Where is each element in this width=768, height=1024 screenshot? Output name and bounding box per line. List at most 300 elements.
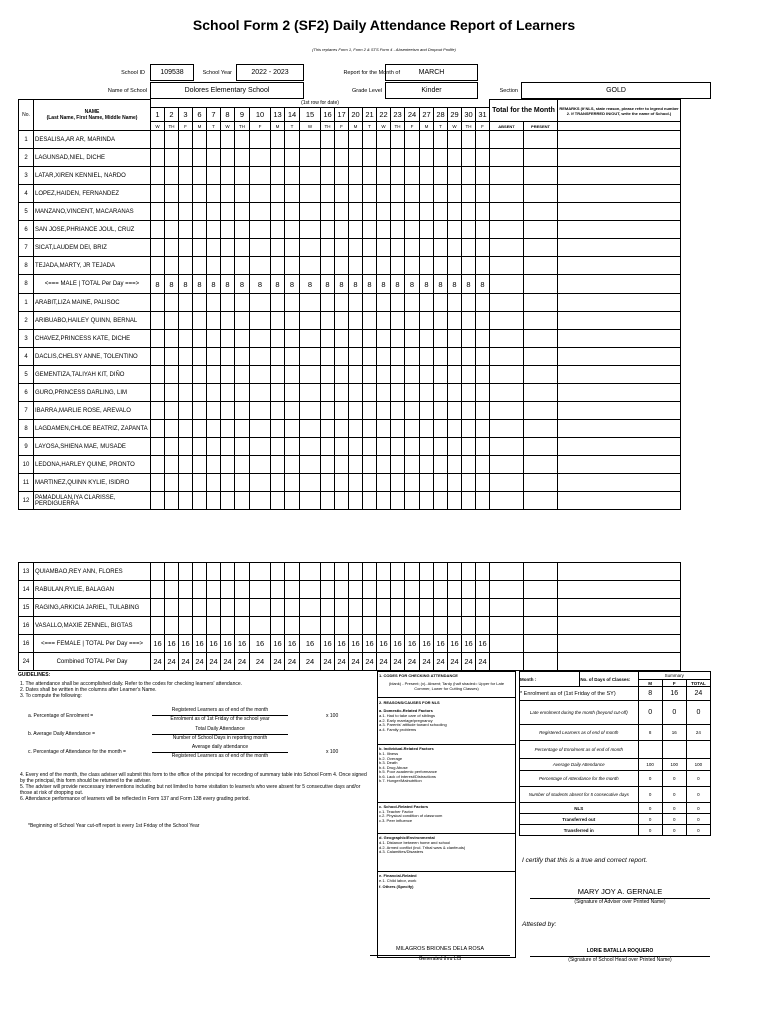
attendance-cell[interactable] (476, 420, 490, 438)
attendance-cell[interactable] (250, 185, 271, 203)
attendance-cell[interactable] (179, 312, 193, 330)
attendance-cell[interactable] (335, 203, 349, 221)
attendance-cell[interactable] (207, 185, 221, 203)
attendance-cell[interactable] (363, 563, 377, 581)
attendance-cell[interactable] (221, 474, 235, 492)
attendance-cell[interactable] (179, 348, 193, 366)
attendance-cell[interactable] (420, 221, 434, 239)
attendance-cell[interactable] (151, 402, 165, 420)
attendance-cell[interactable] (448, 581, 462, 599)
absent-total-cell[interactable] (490, 185, 524, 203)
attendance-cell[interactable] (285, 402, 300, 420)
attendance-cell[interactable] (405, 366, 420, 384)
attendance-cell[interactable] (420, 239, 434, 257)
absent-total-cell[interactable] (490, 402, 524, 420)
attendance-cell[interactable] (193, 599, 207, 617)
attendance-cell[interactable] (405, 239, 420, 257)
attendance-cell[interactable] (271, 221, 285, 239)
attendance-cell[interactable] (250, 492, 271, 510)
attendance-cell[interactable] (193, 203, 207, 221)
attendance-cell[interactable] (250, 239, 271, 257)
attendance-cell[interactable] (363, 402, 377, 420)
present-total-cell[interactable] (524, 312, 558, 330)
attendance-cell[interactable] (271, 492, 285, 510)
attendance-cell[interactable] (349, 492, 363, 510)
attendance-cell[interactable] (321, 617, 335, 635)
remarks-cell[interactable] (558, 149, 681, 167)
attendance-cell[interactable] (300, 420, 321, 438)
attendance-cell[interactable] (235, 185, 250, 203)
attendance-cell[interactable] (300, 312, 321, 330)
attendance-cell[interactable] (377, 221, 391, 239)
present-total-cell[interactable] (524, 492, 558, 510)
attendance-cell[interactable] (405, 402, 420, 420)
attendance-cell[interactable] (165, 149, 179, 167)
attendance-cell[interactable] (462, 312, 476, 330)
attendance-cell[interactable] (448, 384, 462, 402)
attendance-cell[interactable] (391, 330, 405, 348)
attendance-cell[interactable] (221, 131, 235, 149)
attendance-cell[interactable] (363, 149, 377, 167)
attendance-cell[interactable] (462, 330, 476, 348)
attendance-cell[interactable] (391, 366, 405, 384)
attendance-cell[interactable] (391, 420, 405, 438)
attendance-cell[interactable] (462, 384, 476, 402)
attendance-cell[interactable] (448, 221, 462, 239)
attendance-cell[interactable] (391, 257, 405, 275)
attendance-cell[interactable] (349, 185, 363, 203)
attendance-cell[interactable] (420, 474, 434, 492)
attendance-cell[interactable] (434, 599, 448, 617)
attendance-cell[interactable] (193, 185, 207, 203)
attendance-cell[interactable] (179, 221, 193, 239)
school-year-field[interactable]: 2022 - 2023 (236, 64, 304, 81)
attendance-cell[interactable] (377, 185, 391, 203)
attendance-cell[interactable] (321, 402, 335, 420)
attendance-cell[interactable] (420, 617, 434, 635)
attendance-cell[interactable] (165, 599, 179, 617)
attendance-cell[interactable] (363, 366, 377, 384)
attendance-cell[interactable] (179, 366, 193, 384)
attendance-cell[interactable] (462, 239, 476, 257)
attendance-cell[interactable] (434, 167, 448, 185)
attendance-cell[interactable] (462, 599, 476, 617)
remarks-cell[interactable] (558, 492, 681, 510)
section-field[interactable]: GOLD (521, 82, 711, 99)
present-total-cell[interactable] (524, 402, 558, 420)
attendance-cell[interactable] (285, 599, 300, 617)
attendance-cell[interactable] (193, 420, 207, 438)
attendance-cell[interactable] (300, 438, 321, 456)
attendance-cell[interactable] (165, 563, 179, 581)
attendance-cell[interactable] (420, 384, 434, 402)
attendance-cell[interactable] (462, 167, 476, 185)
attendance-cell[interactable] (235, 420, 250, 438)
attendance-cell[interactable] (300, 131, 321, 149)
present-total-cell[interactable] (524, 420, 558, 438)
attendance-cell[interactable] (165, 617, 179, 635)
attendance-cell[interactable] (221, 599, 235, 617)
attendance-cell[interactable] (235, 239, 250, 257)
attendance-cell[interactable] (285, 348, 300, 366)
attendance-cell[interactable] (221, 348, 235, 366)
attendance-cell[interactable] (221, 420, 235, 438)
attendance-cell[interactable] (448, 294, 462, 312)
attendance-cell[interactable] (335, 402, 349, 420)
attendance-cell[interactable] (271, 563, 285, 581)
attendance-cell[interactable] (363, 203, 377, 221)
attendance-cell[interactable] (434, 185, 448, 203)
attendance-cell[interactable] (448, 131, 462, 149)
attendance-cell[interactable] (151, 149, 165, 167)
attendance-cell[interactable] (377, 617, 391, 635)
attendance-cell[interactable] (271, 239, 285, 257)
attendance-cell[interactable] (476, 312, 490, 330)
attendance-cell[interactable] (405, 294, 420, 312)
absent-total-cell[interactable] (490, 563, 524, 581)
attendance-cell[interactable] (165, 366, 179, 384)
absent-total-cell[interactable] (490, 474, 524, 492)
attendance-cell[interactable] (151, 239, 165, 257)
attendance-cell[interactable] (179, 581, 193, 599)
attendance-cell[interactable] (221, 384, 235, 402)
attendance-cell[interactable] (391, 131, 405, 149)
attendance-cell[interactable] (221, 330, 235, 348)
attendance-cell[interactable] (207, 239, 221, 257)
attendance-cell[interactable] (434, 402, 448, 420)
attendance-cell[interactable] (434, 348, 448, 366)
attendance-cell[interactable] (221, 617, 235, 635)
attendance-cell[interactable] (476, 185, 490, 203)
attendance-cell[interactable] (405, 348, 420, 366)
attendance-cell[interactable] (151, 294, 165, 312)
attendance-cell[interactable] (363, 185, 377, 203)
attendance-cell[interactable] (363, 167, 377, 185)
present-total-cell[interactable] (524, 617, 558, 635)
attendance-cell[interactable] (420, 312, 434, 330)
attendance-cell[interactable] (221, 203, 235, 221)
attendance-cell[interactable] (476, 599, 490, 617)
attendance-cell[interactable] (151, 131, 165, 149)
attendance-cell[interactable] (207, 420, 221, 438)
attendance-cell[interactable] (250, 348, 271, 366)
attendance-cell[interactable] (476, 167, 490, 185)
attendance-cell[interactable] (434, 330, 448, 348)
attendance-cell[interactable] (179, 474, 193, 492)
attendance-cell[interactable] (235, 384, 250, 402)
present-total-cell[interactable] (524, 185, 558, 203)
attendance-cell[interactable] (349, 563, 363, 581)
attendance-cell[interactable] (405, 474, 420, 492)
attendance-cell[interactable] (235, 167, 250, 185)
attendance-cell[interactable] (462, 438, 476, 456)
attendance-cell[interactable] (391, 312, 405, 330)
attendance-cell[interactable] (151, 366, 165, 384)
attendance-cell[interactable] (271, 474, 285, 492)
attendance-cell[interactable] (434, 438, 448, 456)
attendance-cell[interactable] (285, 167, 300, 185)
attendance-cell[interactable] (207, 294, 221, 312)
attendance-cell[interactable] (179, 239, 193, 257)
attendance-cell[interactable] (165, 239, 179, 257)
attendance-cell[interactable] (462, 474, 476, 492)
attendance-cell[interactable] (391, 617, 405, 635)
attendance-cell[interactable] (434, 131, 448, 149)
attendance-cell[interactable] (335, 185, 349, 203)
attendance-cell[interactable] (462, 131, 476, 149)
attendance-cell[interactable] (420, 456, 434, 474)
attendance-cell[interactable] (165, 330, 179, 348)
attendance-cell[interactable] (335, 492, 349, 510)
attendance-cell[interactable] (321, 312, 335, 330)
attendance-cell[interactable] (207, 257, 221, 275)
attendance-cell[interactable] (207, 402, 221, 420)
attendance-cell[interactable] (420, 294, 434, 312)
attendance-cell[interactable] (235, 581, 250, 599)
attendance-cell[interactable] (420, 402, 434, 420)
attendance-cell[interactable] (420, 149, 434, 167)
attendance-cell[interactable] (321, 330, 335, 348)
attendance-cell[interactable] (165, 581, 179, 599)
attendance-cell[interactable] (285, 563, 300, 581)
attendance-cell[interactable] (462, 348, 476, 366)
attendance-cell[interactable] (462, 402, 476, 420)
attendance-cell[interactable] (391, 294, 405, 312)
remarks-cell[interactable] (558, 402, 681, 420)
attendance-cell[interactable] (321, 438, 335, 456)
attendance-cell[interactable] (335, 599, 349, 617)
attendance-cell[interactable] (235, 330, 250, 348)
attendance-cell[interactable] (235, 599, 250, 617)
attendance-cell[interactable] (221, 185, 235, 203)
grade-level-field[interactable]: Kinder (385, 82, 478, 99)
attendance-cell[interactable] (165, 474, 179, 492)
attendance-cell[interactable] (377, 330, 391, 348)
attendance-cell[interactable] (476, 438, 490, 456)
attendance-cell[interactable] (271, 167, 285, 185)
attendance-cell[interactable] (349, 581, 363, 599)
attendance-cell[interactable] (377, 474, 391, 492)
attendance-cell[interactable] (363, 330, 377, 348)
attendance-cell[interactable] (193, 330, 207, 348)
attendance-cell[interactable] (300, 203, 321, 221)
attendance-cell[interactable] (420, 599, 434, 617)
attendance-cell[interactable] (462, 221, 476, 239)
attendance-cell[interactable] (405, 617, 420, 635)
attendance-cell[interactable] (250, 257, 271, 275)
attendance-cell[interactable] (321, 474, 335, 492)
attendance-cell[interactable] (165, 221, 179, 239)
report-month-field[interactable]: MARCH (385, 64, 478, 81)
attendance-cell[interactable] (377, 402, 391, 420)
attendance-cell[interactable] (405, 492, 420, 510)
attendance-cell[interactable] (221, 402, 235, 420)
attendance-cell[interactable] (235, 492, 250, 510)
attendance-cell[interactable] (349, 617, 363, 635)
attendance-cell[interactable] (321, 257, 335, 275)
attendance-cell[interactable] (321, 492, 335, 510)
attendance-cell[interactable] (179, 167, 193, 185)
attendance-cell[interactable] (165, 438, 179, 456)
attendance-cell[interactable] (448, 167, 462, 185)
attendance-cell[interactable] (448, 456, 462, 474)
attendance-cell[interactable] (271, 203, 285, 221)
attendance-cell[interactable] (377, 492, 391, 510)
present-total-cell[interactable] (524, 149, 558, 167)
attendance-cell[interactable] (221, 366, 235, 384)
attendance-cell[interactable] (462, 366, 476, 384)
attendance-cell[interactable] (207, 203, 221, 221)
present-total-cell[interactable] (524, 599, 558, 617)
attendance-cell[interactable] (285, 420, 300, 438)
attendance-cell[interactable] (285, 149, 300, 167)
attendance-cell[interactable] (179, 203, 193, 221)
attendance-cell[interactable] (179, 617, 193, 635)
attendance-cell[interactable] (434, 203, 448, 221)
attendance-cell[interactable] (349, 402, 363, 420)
attendance-cell[interactable] (235, 438, 250, 456)
attendance-cell[interactable] (193, 581, 207, 599)
attendance-cell[interactable] (391, 456, 405, 474)
attendance-cell[interactable] (405, 599, 420, 617)
attendance-cell[interactable] (207, 599, 221, 617)
attendance-cell[interactable] (151, 312, 165, 330)
absent-total-cell[interactable] (490, 581, 524, 599)
attendance-cell[interactable] (250, 599, 271, 617)
attendance-cell[interactable] (151, 330, 165, 348)
attendance-cell[interactable] (377, 149, 391, 167)
attendance-cell[interactable] (448, 312, 462, 330)
attendance-cell[interactable] (207, 617, 221, 635)
absent-total-cell[interactable] (490, 617, 524, 635)
attendance-cell[interactable] (405, 221, 420, 239)
attendance-cell[interactable] (363, 456, 377, 474)
attendance-cell[interactable] (250, 221, 271, 239)
attendance-cell[interactable] (235, 312, 250, 330)
attendance-cell[interactable] (151, 185, 165, 203)
attendance-cell[interactable] (250, 402, 271, 420)
attendance-cell[interactable] (235, 149, 250, 167)
attendance-cell[interactable] (476, 203, 490, 221)
attendance-cell[interactable] (335, 366, 349, 384)
attendance-cell[interactable] (151, 167, 165, 185)
absent-total-cell[interactable] (490, 366, 524, 384)
attendance-cell[interactable] (476, 617, 490, 635)
attendance-cell[interactable] (363, 617, 377, 635)
attendance-cell[interactable] (151, 257, 165, 275)
attendance-cell[interactable] (221, 167, 235, 185)
attendance-cell[interactable] (300, 366, 321, 384)
attendance-cell[interactable] (221, 221, 235, 239)
remarks-cell[interactable] (558, 384, 681, 402)
attendance-cell[interactable] (363, 348, 377, 366)
attendance-cell[interactable] (321, 563, 335, 581)
attendance-cell[interactable] (349, 149, 363, 167)
attendance-cell[interactable] (151, 203, 165, 221)
attendance-cell[interactable] (285, 257, 300, 275)
attendance-cell[interactable] (250, 456, 271, 474)
present-total-cell[interactable] (524, 257, 558, 275)
remarks-cell[interactable] (558, 420, 681, 438)
attendance-cell[interactable] (250, 384, 271, 402)
attendance-cell[interactable] (235, 456, 250, 474)
attendance-cell[interactable] (363, 474, 377, 492)
attendance-cell[interactable] (151, 617, 165, 635)
attendance-cell[interactable] (250, 149, 271, 167)
attendance-cell[interactable] (179, 330, 193, 348)
attendance-cell[interactable] (221, 456, 235, 474)
attendance-cell[interactable] (448, 438, 462, 456)
attendance-cell[interactable] (221, 149, 235, 167)
attendance-cell[interactable] (300, 492, 321, 510)
remarks-cell[interactable] (558, 257, 681, 275)
attendance-cell[interactable] (349, 474, 363, 492)
present-total-cell[interactable] (524, 239, 558, 257)
attendance-cell[interactable] (193, 239, 207, 257)
attendance-cell[interactable] (193, 294, 207, 312)
attendance-cell[interactable] (179, 384, 193, 402)
attendance-cell[interactable] (250, 294, 271, 312)
attendance-cell[interactable] (349, 599, 363, 617)
attendance-cell[interactable] (221, 563, 235, 581)
attendance-cell[interactable] (476, 221, 490, 239)
attendance-cell[interactable] (420, 131, 434, 149)
attendance-cell[interactable] (420, 563, 434, 581)
attendance-cell[interactable] (321, 599, 335, 617)
attendance-cell[interactable] (448, 348, 462, 366)
attendance-cell[interactable] (391, 185, 405, 203)
remarks-cell[interactable] (558, 167, 681, 185)
absent-total-cell[interactable] (490, 167, 524, 185)
attendance-cell[interactable] (235, 203, 250, 221)
attendance-cell[interactable] (335, 617, 349, 635)
attendance-cell[interactable] (221, 239, 235, 257)
attendance-cell[interactable] (462, 492, 476, 510)
attendance-cell[interactable] (193, 312, 207, 330)
attendance-cell[interactable] (335, 131, 349, 149)
attendance-cell[interactable] (285, 438, 300, 456)
attendance-cell[interactable] (207, 474, 221, 492)
attendance-cell[interactable] (349, 330, 363, 348)
attendance-cell[interactable] (448, 185, 462, 203)
attendance-cell[interactable] (391, 402, 405, 420)
attendance-cell[interactable] (179, 402, 193, 420)
attendance-cell[interactable] (349, 203, 363, 221)
attendance-cell[interactable] (285, 185, 300, 203)
attendance-cell[interactable] (462, 203, 476, 221)
attendance-cell[interactable] (165, 131, 179, 149)
attendance-cell[interactable] (165, 257, 179, 275)
attendance-cell[interactable] (179, 185, 193, 203)
attendance-cell[interactable] (476, 149, 490, 167)
attendance-cell[interactable] (377, 456, 391, 474)
remarks-cell[interactable] (558, 294, 681, 312)
attendance-cell[interactable] (193, 492, 207, 510)
present-total-cell[interactable] (524, 203, 558, 221)
attendance-cell[interactable] (349, 257, 363, 275)
remarks-cell[interactable] (558, 456, 681, 474)
attendance-cell[interactable] (377, 384, 391, 402)
attendance-cell[interactable] (235, 257, 250, 275)
attendance-cell[interactable] (271, 617, 285, 635)
attendance-cell[interactable] (391, 221, 405, 239)
attendance-cell[interactable] (448, 402, 462, 420)
attendance-cell[interactable] (300, 581, 321, 599)
attendance-cell[interactable] (448, 599, 462, 617)
attendance-cell[interactable] (300, 348, 321, 366)
attendance-cell[interactable] (405, 167, 420, 185)
attendance-cell[interactable] (391, 384, 405, 402)
